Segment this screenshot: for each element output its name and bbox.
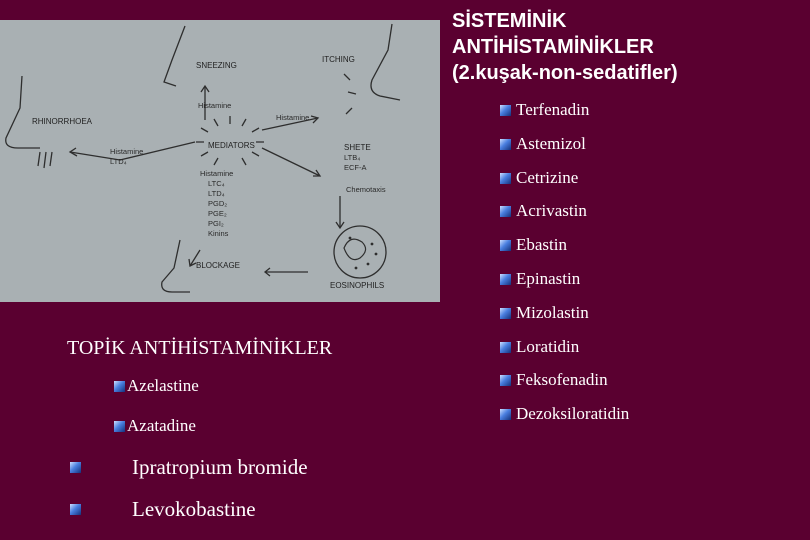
label-chemotaxis: Chemotaxis [346, 185, 386, 194]
label-mediator-1: Histamine [200, 169, 234, 178]
label-ecfa: ECF-A [344, 163, 367, 172]
systemic-title: SİSTEMİNİK ANTİHİSTAMİNİKLER (2.kuşak-non-sedatifler) [452, 10, 678, 84]
list-item: Ebastin [500, 235, 567, 255]
label-shete: SHETE [344, 143, 371, 152]
list-item: Acrivastin [500, 201, 587, 221]
drip-marks-icon [38, 152, 52, 168]
topical-title: TOPİK ANTİHİSTAMİNİKLER [67, 337, 333, 359]
bullet-icon [500, 206, 511, 217]
label-mediator-4: PGD₂ [208, 199, 228, 208]
label-itching: ITCHING [322, 55, 355, 64]
label-mediator-7: Kinins [208, 229, 229, 238]
list-item: Terfenadin [500, 100, 589, 120]
list-item: Cetrizine [500, 168, 578, 188]
bullet-icon [70, 504, 81, 515]
label-histamine-top: Histamine [198, 101, 232, 110]
bullet-icon [70, 462, 81, 473]
nose-sneezing-icon [164, 26, 185, 86]
label-histamine-right: Histamine [276, 113, 310, 122]
bullet-icon [500, 409, 511, 420]
list-item: Dezoksiloratidin [500, 404, 629, 424]
bullet-icon [500, 105, 511, 116]
bullet-icon [500, 139, 511, 150]
bullet-icon [500, 274, 511, 285]
nose-blockage-icon [162, 240, 190, 292]
bullet-icon [500, 375, 511, 386]
label-eosinophils: EOSINOPHILS [330, 281, 385, 290]
list-item: Epinastin [500, 269, 580, 289]
label-rhinorrhoea: RHINORRHOEA [32, 117, 93, 126]
label-mediator-5: PGE₂ [208, 209, 227, 218]
bullet-icon [500, 240, 511, 251]
label-blockage: BLOCKAGE [196, 261, 241, 270]
label-mediator-2: LTC₄ [208, 179, 225, 188]
eosinophil-icon [334, 226, 386, 278]
list-item: Azatadine [114, 416, 196, 436]
itch-marks-icon [344, 74, 356, 114]
bullet-icon [500, 342, 511, 353]
bullet-icon [500, 173, 511, 184]
label-ltb4: LTB₄ [344, 153, 361, 162]
list-item: Ipratropium bromide [70, 455, 370, 485]
list-item: Mizolastin [500, 303, 589, 323]
bullet-icon [114, 381, 125, 392]
label-histamine-left: Histamine [110, 147, 144, 156]
mediator-diagram [0, 20, 440, 302]
list-item: Azelastine [114, 376, 199, 396]
nose-rhinorrhoea-icon [6, 76, 40, 148]
list-item: Levokobastine [70, 497, 370, 527]
label-ltd4-left: LTD₄ [110, 157, 127, 166]
list-item: Feksofenadin [500, 370, 608, 390]
bullet-icon [500, 308, 511, 319]
list-item: Astemizol [500, 134, 586, 154]
label-sneezing: SNEEZING [196, 61, 237, 70]
label-mediator-6: PGI₂ [208, 219, 224, 228]
bullet-icon [114, 421, 125, 432]
label-mediators: MEDIATORS [208, 141, 255, 150]
mediator-diagram-svg [0, 20, 440, 302]
label-mediator-3: LTD₄ [208, 189, 225, 198]
nose-itching-icon [371, 24, 400, 100]
list-item: Loratidin [500, 337, 579, 357]
